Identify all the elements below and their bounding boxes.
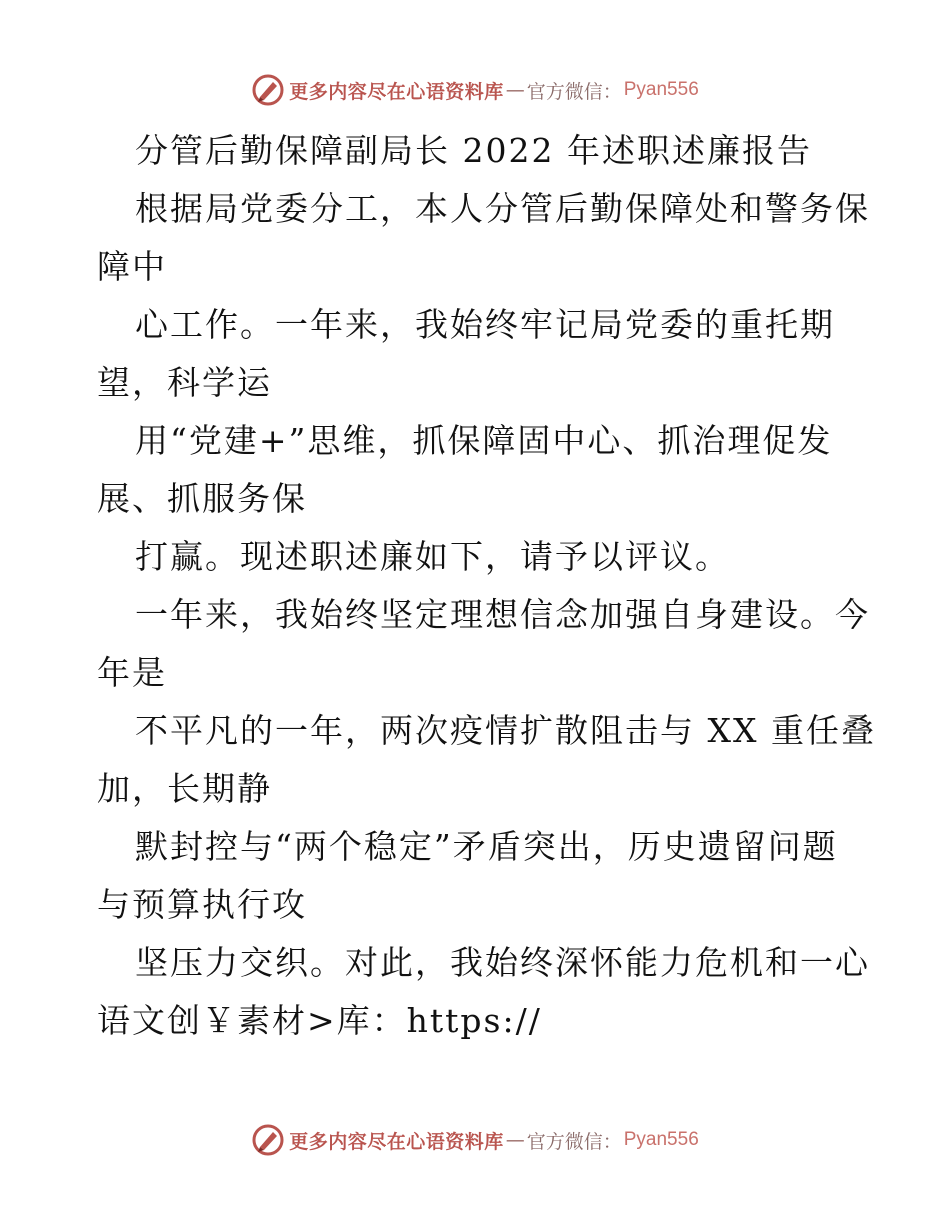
banner-text: 更多内容尽在心语资料库 xyxy=(289,1130,504,1153)
text-line: 心工作。一年来，我始终牢记局党委的重托期 xyxy=(135,305,835,344)
wechat-label: 官方微信： xyxy=(526,80,622,103)
text-line: 语文创￥素材>库：https:// xyxy=(97,1001,542,1040)
text-line: 年是 xyxy=(97,653,167,692)
header-banner[interactable] xyxy=(0,70,950,110)
banner-separator: — xyxy=(505,79,525,101)
pen-logo-icon xyxy=(251,73,285,107)
text-line: 望，科学运 xyxy=(97,363,272,402)
wechat-label: 官方微信： xyxy=(526,1130,622,1153)
text-line: 打赢。现述职述廉如下，请予以评议。 xyxy=(135,537,730,576)
banner-text: 更多内容尽在心语资料库 xyxy=(289,80,504,103)
text-line: 展、抓服务保 xyxy=(97,479,307,518)
banner-separator: — xyxy=(505,1129,525,1151)
document-body xyxy=(97,122,876,1050)
text-line: 障中 xyxy=(97,247,167,286)
text-line: 用“党建+”思维，抓保障固中心、抓治理促发 xyxy=(135,421,833,460)
text-line: 坚压力交织。对此，我始终深怀能力危机和一心 xyxy=(135,943,870,982)
text-line: 根据局党委分工，本人分管后勤保障处和警务保 xyxy=(135,189,870,228)
document-title: 分管后勤保障副局长 2022 年述职述廉报告 xyxy=(135,131,812,170)
pen-logo-icon xyxy=(251,1123,285,1157)
text-line: 与预算执行攻 xyxy=(97,885,307,924)
text-line: 一年来，我始终坚定理想信念加强自身建设。今 xyxy=(135,595,870,634)
wechat-id: Pyan556 xyxy=(623,1129,699,1150)
text-line: 默封控与“两个稳定”矛盾突出，历史遗留问题 xyxy=(135,827,838,866)
text-line: 加，长期静 xyxy=(97,769,272,808)
text-line: 不平凡的一年，两次疫情扩散阻击与 XX 重任叠 xyxy=(135,711,876,750)
wechat-id: Pyan556 xyxy=(623,79,699,100)
footer-banner[interactable] xyxy=(0,1120,950,1160)
